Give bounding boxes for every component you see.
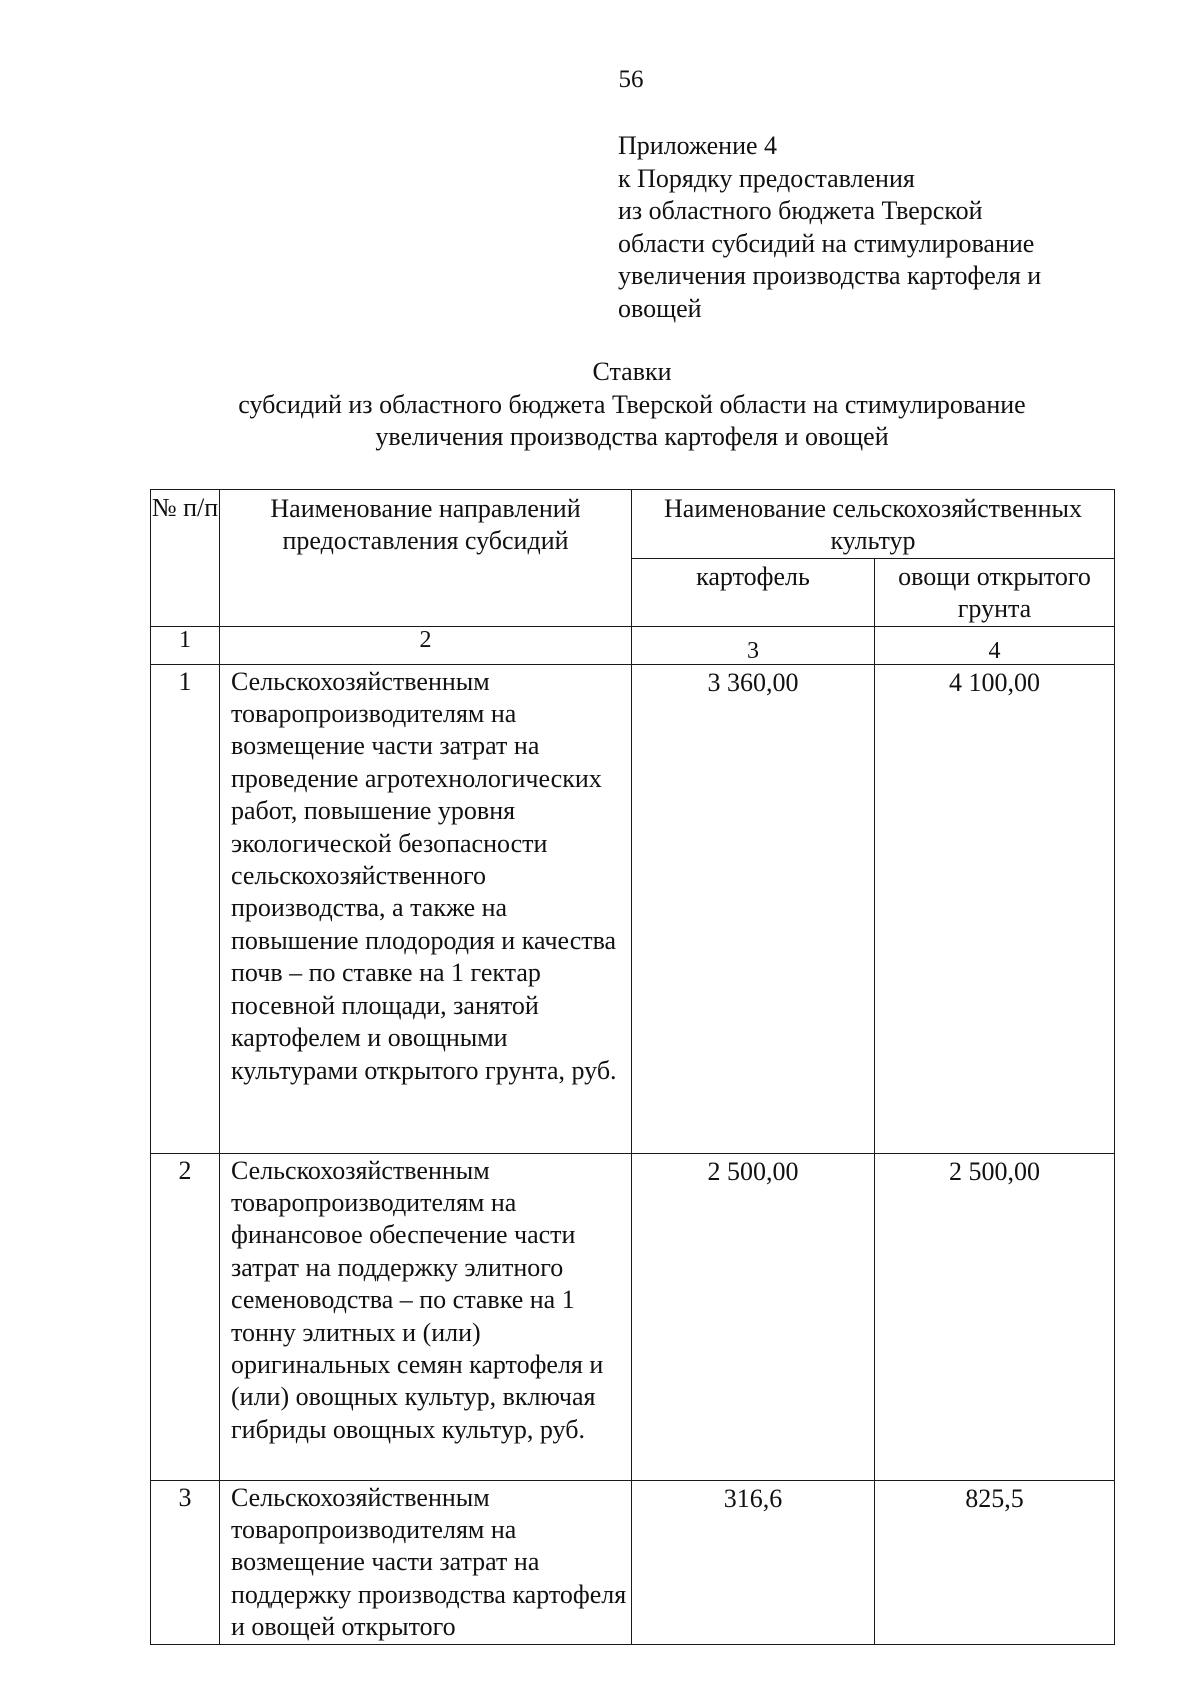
header-direction: Наименование направлений предоставления субсидий	[220, 490, 632, 627]
table-row	[151, 664, 1115, 1153]
appendix-line: овощей	[618, 293, 702, 323]
row-description: Сельскохозяйственным товаропроизводителям на финансовое обеспечение части затрат на поддержку элитного семеноводства – по ставке на 1 тонну элитных и (или) оригинальных семян картофеля и (или) овощных культур, включая гибриды овощных культур, руб.	[220, 1153, 632, 1480]
page-number: 56	[618, 66, 644, 93]
title-line: увеличения производства картофеля и овощей	[375, 422, 889, 451]
column-number: 2	[220, 626, 632, 664]
row-vegetables-rate: 825,5	[875, 1480, 1115, 1644]
row-vegetables-rate: 2 500,00	[875, 1153, 1115, 1480]
appendix-reference	[618, 130, 1138, 326]
row-number: 2	[151, 1153, 220, 1480]
title-line: субсидий из областного бюджета Тверской области на стимулирование	[238, 389, 1026, 419]
title-line: Ставки	[592, 357, 672, 386]
appendix-line: области субсидий на стимулирование	[618, 228, 1035, 258]
appendix-line: из областного бюджета Тверской	[618, 196, 983, 226]
row-potato-rate: 316,6	[632, 1480, 875, 1644]
row-number: 3	[151, 1480, 220, 1644]
header-number: № п/п	[151, 490, 220, 627]
row-vegetables-rate: 4 100,00	[875, 664, 1115, 1153]
appendix-line: Приложение 4	[618, 131, 778, 160]
table-header-row	[151, 490, 1115, 559]
column-number: 4	[875, 626, 1115, 664]
row-potato-rate: 3 360,00	[632, 664, 875, 1153]
table-row	[151, 1153, 1115, 1480]
table-row	[151, 1480, 1115, 1644]
header-crops: Наименование сельскохозяйственных культур	[632, 490, 1115, 559]
row-potato-rate: 2 500,00	[632, 1153, 875, 1480]
row-description: Сельскохозяйственным товаропроизводителям на возмещение части затрат на поддержку производства картофеля и овощей открытого	[220, 1480, 632, 1644]
appendix-line: увеличения производства картофеля и	[618, 261, 1042, 291]
header-vegetables: овощи открытого грунта	[875, 558, 1115, 626]
row-number: 1	[151, 664, 220, 1153]
column-number: 3	[632, 626, 875, 664]
column-number: 1	[151, 626, 220, 664]
column-number-row	[151, 626, 1115, 664]
row-description: Сельскохозяйственным товаропроизводителям на возмещение части затрат на проведение агротехнологических работ, повышение уровня экологической безопасности сельскохозяйственного производства, а также на повышение плодородия и качества почв – по ставке на 1 гектар посевной площади, занятой картофелем и овощными культурами открытого грунта, руб.	[220, 664, 632, 1153]
appendix-line: к Порядку предоставления	[618, 163, 915, 193]
header-potato: картофель	[632, 558, 875, 626]
document-title	[150, 356, 1114, 454]
subsidy-rates-table	[150, 489, 1115, 1645]
